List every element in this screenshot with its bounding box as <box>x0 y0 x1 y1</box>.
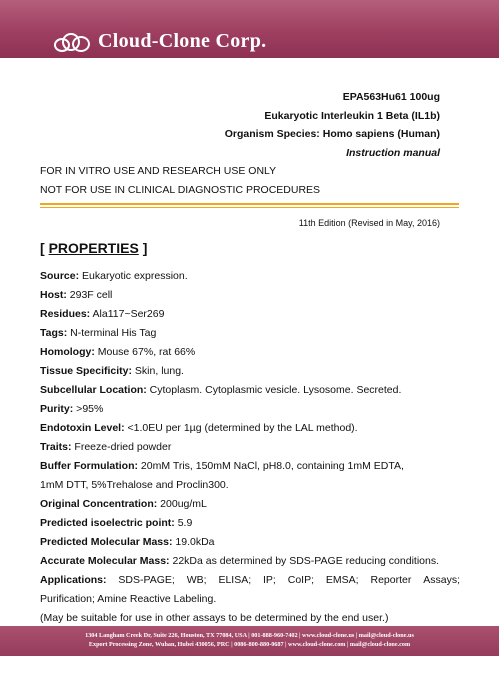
header-banner <box>0 0 499 58</box>
product-name: Eukaryotic Interleukin 1 Beta (IL1b) <box>264 109 440 122</box>
research-use-notice: FOR IN VITRO USE AND RESEARCH USE ONLY <box>40 165 277 177</box>
property-purity: Purity: >95% <box>40 403 104 415</box>
cloud-logo-icon <box>54 33 92 51</box>
properties-list <box>40 267 460 628</box>
property-host: Host: 293F cell <box>40 289 113 301</box>
divider-thick <box>40 203 459 205</box>
property-original-concentration: Original Concentration: 200ug/mL <box>40 498 207 510</box>
clinical-use-notice: NOT FOR USE IN CLINICAL DIAGNOSTIC PROCEDURES <box>40 183 321 196</box>
brand-name: Cloud-Clone Corp. <box>98 30 267 52</box>
property-buffer-formulation: Buffer Formulation: 20mM Tris, 150mM NaCl, pH8.0, containing 1mM EDTA, <box>40 460 404 472</box>
product-code: EPA563Hu61 100ug <box>342 91 440 103</box>
divider-thin <box>40 207 459 208</box>
applications-note: (May be suitable for use in other assays to be determined by the end user.) <box>40 612 389 624</box>
section-title: [ PROPERTIES ] <box>40 240 148 256</box>
property-subcellular-location: Subcellular Location: Cytoplasm. Cytoplasmic vesicle. Lysosome. Secreted. <box>40 384 402 396</box>
footer-address-cn: Export Processing Zone, Wuhan, Hubei 430056, PRC | 0086-800-880-0687 | www.cloud-clone.com | mail@cloud-clone.com <box>88 641 411 648</box>
property-accurate-mass: Accurate Molecular Mass: 22kDa as determined by SDS-PAGE reducing conditions. <box>40 555 440 567</box>
footer-banner <box>0 626 499 656</box>
property-endotoxin-level: Endotoxin Level: <1.0EU per 1µg (determined by the LAL method). <box>40 422 358 434</box>
organism-species: Organism Species: Homo sapiens (Human) <box>224 128 440 140</box>
logo <box>54 30 266 53</box>
property-traits: Traits: Freeze-dried powder <box>40 441 172 453</box>
property-buffer-formulation-cont: 1mM DTT, 5%Trehalose and Proclin300. <box>40 479 229 491</box>
property-isoelectric-point: Predicted isoelectric point: 5.9 <box>40 517 193 529</box>
property-applications-cont: Purification; Amine Reactive Labeling. <box>40 593 217 605</box>
property-predicted-mass: Predicted Molecular Mass: 19.0kDa <box>40 536 215 548</box>
footer-address-us: 1304 Langham Creek Dr, Suite 226, Houston, TX 77084, USA | 001-888-960-7402 | www.cloud-clone.us | mail@cloud-clone.us <box>85 632 414 639</box>
edition-info: 11th Edition (Revised in May, 2016) <box>298 218 440 228</box>
document-type: Instruction manual <box>346 146 440 159</box>
property-tissue-specificity: Tissue Specificity: Skin, lung. <box>40 365 184 377</box>
property-homology: Homology: Mouse 67%, rat 66% <box>40 346 196 358</box>
use-notice <box>40 162 320 199</box>
product-identification <box>225 88 440 162</box>
property-residues: Residues: Ala117~Ser269 <box>40 308 165 320</box>
property-tags: Tags: N-terminal His Tag <box>40 327 157 339</box>
property-applications: Applications: SDS-PAGE; WB; ELISA; IP; CoIP; EMSA; Reporter Assays; <box>40 574 460 586</box>
property-source: Source: Eukaryotic expression. <box>40 270 188 282</box>
